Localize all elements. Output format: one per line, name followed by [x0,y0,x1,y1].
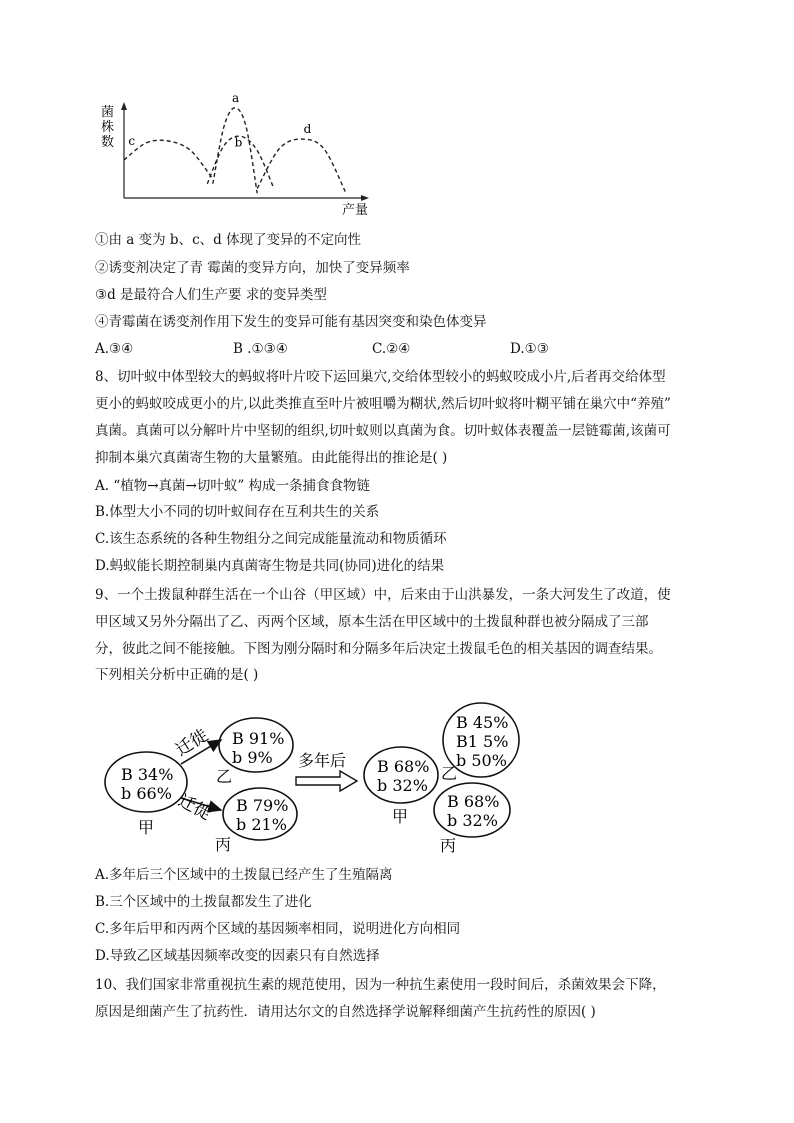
q9-stem-1: 9、一个土拨鼠种群生活在一个山谷（甲区域）中，后来由于山洪暴发，一条大河发生了改道，使 [95,587,671,603]
jia-left-b-upper: B 34% [121,765,174,784]
statement-2: ②诱变剂决定了青 霉菌的变异方向，加快了变异频率 [95,260,410,276]
years-later-arrow [296,771,357,791]
q9-stem-2: 甲区域又另外分隔出了乙、丙两个区域，原本生活在甲区域中的土拨鼠种群也被分隔成了三部 [95,614,649,630]
curve-a [213,108,257,194]
bing-right-b-upper: B 68% [447,792,500,811]
curve-label-c: c [128,134,136,148]
y-axis-label-3: 数 [101,135,115,150]
y-axis-arrow [121,102,127,110]
y-axis-label-1: 菌 [101,105,115,120]
curve-d [257,139,346,193]
bing-right-b-lower: b 32% [447,811,498,830]
curve-label-b: b [234,135,243,150]
x-axis-label: 产量 [342,203,369,218]
q7-option-c: C.②④ [372,341,411,357]
q8-stem-4: 抑制本巢穴真菌寄生物的大量繁殖。由此能得出的推论是( ) [95,450,448,466]
q9-option-b: B.三个区域中的土拨鼠都发生了进化 [95,894,312,910]
bing-left-b-lower: b 21% [236,815,287,834]
q8-stem-2: 更小的蚂蚁咬成更小的片,以此类推直至叶片被咀嚼为糊状,然后切叶蚁将叶糊平铺在巢穴中“养殖” [95,396,671,412]
yi-left-label: 乙 [216,767,233,786]
years-later-label: 多年后 [298,751,347,770]
q8-option-b: B.体型大小不同的切叶蚁间存在互利共生的关系 [95,504,380,520]
yi-right-label: 乙 [441,764,458,783]
yi-right-b-lower: b 50% [456,751,507,770]
q9-option-c: C.多年后甲和丙两个区域的基因频率相同，说明进化方向相同 [95,921,461,937]
q8-option-c: C.该生态系统的各种生物组分之间完成能量流动和物质循环 [95,531,447,547]
curve-c [124,140,213,179]
q9-stem-3: 分，彼此之间不能接触。下图为刚分隔时和分隔多年后决定土拨鼠毛色的相关基因的调查结果。 [95,641,662,657]
jia-right-label: 甲 [392,807,409,826]
statement-4: ④青霉菌在诱变剂作用下发生的变异可能有基因突变和染色体变异 [95,314,487,330]
q9-option-a: A.多年后三个区域中的土拨鼠已经产生了生殖隔离 [95,867,393,883]
q7-option-a: A.③④ [95,341,134,357]
jia-right-b-lower: b 32% [377,776,428,795]
jia-left-label: 甲 [138,818,155,837]
yi-left-b-upper: B 91% [232,729,285,748]
bing-left-label: 丙 [215,835,232,854]
q10-stem-1: 10、我们国家非常重视抗生素的规范使用，因为一种抗生素使用一段时间后，杀菌效果会下降， [95,977,666,993]
y-axis-label-2: 株 [101,120,115,135]
statement-3: ③d 是最符合人们生产要 求的变异类型 [95,287,327,303]
jia-left-b-lower: b 66% [121,784,172,803]
q8-option-d: D.蚂蚁能长期控制巢内真菌寄生物是共同(协同)进化的结果 [95,558,445,574]
yi-right-b1: B1 5% [456,732,509,751]
migrate-label-down: 迁徙 [174,790,215,825]
migrate-label-up: 迁徙 [172,725,212,761]
q8-option-a: A. “植物→真菌→切叶蚁” 构成一条捕食食物链 [95,478,371,494]
yi-right-b-upper: B 45% [456,713,509,732]
q8-stem-3: 真菌。真菌可以分解叶片中坚韧的组织,切叶蚁则以真菌为食。切叶蚁体表覆盖一层链霉菌,该菌可 [95,423,671,439]
statement-1: ①由 a 变为 b、c、d 体现了变异的不定向性 [95,232,362,248]
curve-label-d: d [303,122,312,137]
q8-stem-1: 8、切叶蚁中体型较大的蚂蚁将叶片咬下运回巢穴,交给体型较小的蚂蚁咬成小片,后者再交给体型 [95,369,666,385]
yield-chart [95,90,385,220]
q7-option-b: B .①③④ [233,341,288,357]
allele-frequency-diagram [95,698,535,858]
q9-option-d: D.导致乙区域基因频率改变的因素只有自然选择 [95,948,380,964]
jia-right-b-upper: B 68% [377,757,430,776]
q10-stem-2: 原因是细菌产生了抗药性．请用达尔文的自然选择学说解释细菌产生抗药性的原因( ) [95,1004,596,1020]
q7-option-d: D.①③ [510,341,549,357]
x-axis-arrow [361,195,369,201]
curve-label-a: a [232,90,240,105]
bing-left-b-upper: B 79% [236,796,289,815]
q9-stem-4: 下列相关分析中正确的是( ) [95,667,259,683]
bing-right-label: 丙 [440,836,457,855]
yi-left-b-lower: b 9% [232,748,273,767]
